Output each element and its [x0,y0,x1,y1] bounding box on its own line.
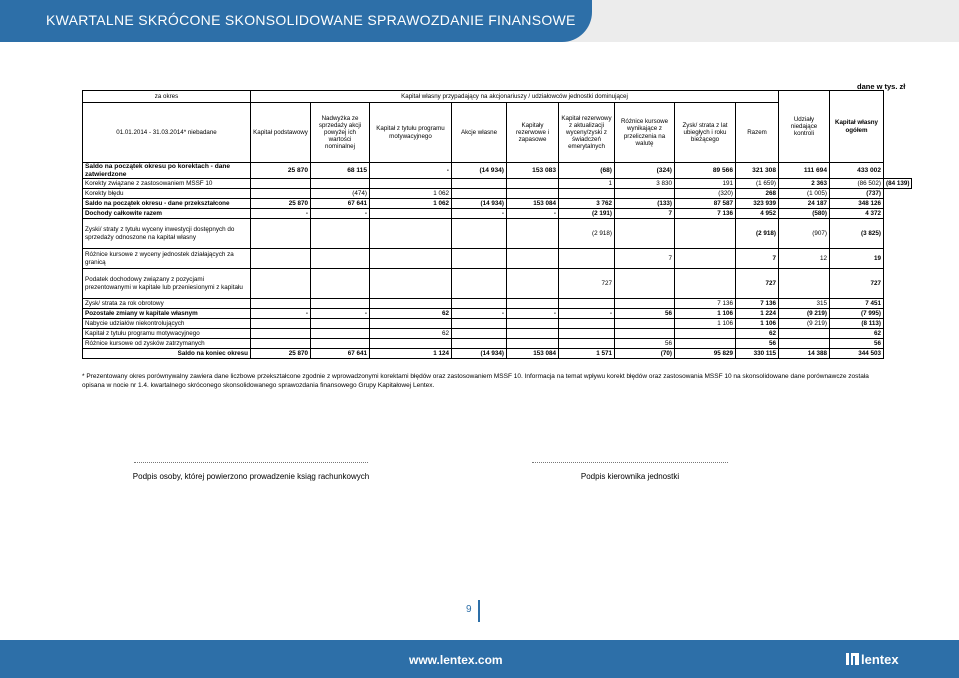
cell-value [251,299,311,309]
page-number-marker [478,600,480,622]
cell-value [559,329,615,339]
cell-value: 12 [779,249,830,269]
cell-value: 1 [559,179,615,189]
table-row [83,349,912,359]
cell-value [251,319,311,329]
table-row [83,163,912,179]
col-header: Razem [736,103,779,163]
cell-value: 1 062 [370,189,452,199]
cell-value [615,319,675,329]
cell-value: 1 106 [736,319,779,329]
cell-value [615,329,675,339]
cell-value [370,179,452,189]
cell-value [507,189,559,199]
row-label: Zysk/ strata za rok obrotowy [83,299,251,309]
cell-value: - [370,163,452,179]
cell-value: 7 [736,249,779,269]
cell-value: 62 [736,329,779,339]
cell-value: 344 503 [830,349,884,359]
cell-value [452,219,507,249]
col-header: Nadwyżka ze sprzedaży akcji powyżej ich wartości nominalnej [311,103,370,163]
cell-value [675,219,736,249]
cell-value [675,339,736,349]
cell-value: 2 363 [779,179,830,189]
row-label: Różnice kursowe od zysków zatrzymanych [83,339,251,349]
cell-value: 433 002 [830,163,884,179]
cell-value [370,319,452,329]
cell-value: 24 187 [779,199,830,209]
table-row [83,209,912,219]
col-header: Różnice kursowe wynikające z przeliczenia na walutę [615,103,675,163]
table-row [83,319,912,329]
cell-value: 1 124 [370,349,452,359]
cell-value [452,179,507,189]
row-label: Zyski/ straty z tytułu wyceny inwestycji dostępnych do sprzedaży odnoszone na kapitał własny [83,219,251,249]
cell-value: 7 451 [830,299,884,309]
cell-value: 111 694 [779,163,830,179]
cell-value [452,319,507,329]
cell-value: 25 870 [251,349,311,359]
svg-text:lentex: lentex [861,652,899,667]
row-label: Różnice kursowe z wyceny jednostek działających za granicą [83,249,251,269]
row-label: Kapitał z tytułu programu motywacyjnego [83,329,251,339]
cell-value: (7 995) [830,309,884,319]
cell-value [452,249,507,269]
za-okres-header: za okres [83,91,251,103]
title-bar [0,0,592,42]
cell-value: 3 762 [559,199,615,209]
cell-value [311,339,370,349]
cell-value: 67 641 [311,199,370,209]
cell-value [311,329,370,339]
cell-value: 3 830 [615,179,675,189]
row-label: Saldo na początek okresu po korektach - dane zatwierdzone [83,163,251,179]
equity-changes-table [82,90,912,359]
cell-value: - [507,309,559,319]
cell-value [311,319,370,329]
cell-value: (86 502) [830,179,884,189]
cell-value [251,249,311,269]
table-row [83,219,912,249]
cell-value [615,189,675,199]
cell-value: 323 939 [736,199,779,209]
cell-value [559,299,615,309]
cell-value [675,249,736,269]
cell-value [507,329,559,339]
cell-value [370,299,452,309]
table-row [83,269,912,299]
cell-value [559,189,615,199]
cell-value [615,269,675,299]
cell-value [507,269,559,299]
group-header: Kapitał własny przypadający na akcjonariuszy / udziałowców jednostki dominującej [251,91,779,103]
signature-label-accountant: Podpis osoby, której powierzono prowadzenie ksiąg rachunkowych [132,472,370,481]
cell-value: - [311,209,370,219]
footer-url-link[interactable]: www.lentex.com [409,653,503,667]
cell-value [452,269,507,299]
row-label: Podatek dochodowy związany z pozycjami prezentowanymi w kapitale lub przeniesionymi z kapitału [83,269,251,299]
col-header: Kapitały rezerwowe i zapasowe [507,103,559,163]
cell-value [615,219,675,249]
cell-value: (3 825) [830,219,884,249]
row-label: Pozostałe zmiany w kapitale własnym [83,309,251,319]
cell-value [507,249,559,269]
cell-value: (133) [615,199,675,209]
row-label: Dochody całkowite razem [83,209,251,219]
cell-value: - [507,209,559,219]
signature-line-manager [532,462,728,463]
table-row [83,339,912,349]
col-header: Udziały niedające kontroli [779,91,830,163]
cell-value: 95 829 [675,349,736,359]
cell-value: 4 372 [830,209,884,219]
table-row [83,189,912,199]
cell-value [559,249,615,269]
lentex-logo [846,651,922,667]
cell-value: 330 115 [736,349,779,359]
cell-value [507,179,559,189]
cell-value [311,249,370,269]
cell-value: - [559,309,615,319]
cell-value: 191 [675,179,736,189]
cell-value [507,299,559,309]
cell-value [452,299,507,309]
cell-value [370,209,452,219]
cell-value [251,219,311,249]
cell-value [452,329,507,339]
cell-value: (14 934) [452,199,507,209]
cell-value: 348 126 [830,199,884,209]
cell-value: 1 571 [559,349,615,359]
cell-value: 89 566 [675,163,736,179]
cell-value: (1 659) [736,179,779,189]
col-header: Kapitał z tytułu programu motywacyjnego [370,103,452,163]
cell-value: (14 934) [452,163,507,179]
cell-value [452,339,507,349]
cell-value: (9 219) [779,309,830,319]
cell-value: (2 918) [559,219,615,249]
col-header: Kapitał własny ogółem [830,91,884,163]
cell-value: (1 005) [779,189,830,199]
table-row [83,299,912,309]
cell-value: (68) [559,163,615,179]
cell-value [779,339,830,349]
cell-value [507,339,559,349]
cell-value [370,269,452,299]
cell-value [370,249,452,269]
cell-value: 153 083 [507,163,559,179]
row-label: Nabycie udziałów niekontrolujących [83,319,251,329]
cell-value: - [452,309,507,319]
table-row [83,249,912,269]
cell-value: 1 224 [736,309,779,319]
cell-value: 7 [615,249,675,269]
cell-value: 727 [736,269,779,299]
cell-value: 1 106 [675,319,736,329]
col-header: Kapitał podstawowy [251,103,311,163]
cell-value: 67 641 [311,349,370,359]
footnote: * Prezentowany okres porównywalny zawiera dane liczbowe przekształcone zgodnie z wprowadzonymi korektami błędów oraz zastosowaniem MSSF 10. Informacja na temat wpływu korekt błędów oraz zastosowania MSSF 10 na skonsolidowane dane porównawcze została opisana w nocie nr 1.4. kwartalnego skróconego skonsolidowanego sprawozdania finansowego Grupy Kapitałowej Lentex. [82,373,869,390]
cell-value: - [251,209,311,219]
row-label: Saldo na koniec okresu [83,349,251,359]
table-row [83,179,912,189]
document-title: KWARTALNE SKRÓCONE SKONSOLIDOWANE SPRAWOZDANIE FINANSOWE [46,12,576,28]
cell-value: 62 [370,309,452,319]
cell-value: (9 219) [779,319,830,329]
cell-value: - [251,309,311,319]
units-label: dane w tys. zł [857,82,906,91]
cell-value: 25 870 [251,199,311,209]
cell-value [615,299,675,309]
row-label: Korekty błędu [83,189,251,199]
cell-value [251,339,311,349]
signature-line-accountant [134,462,368,463]
cell-value: 56 [736,339,779,349]
row-label: Saldo na początek okresu - dane przekształcone [83,199,251,209]
table-row [83,309,912,319]
cell-value: (324) [615,163,675,179]
cell-value [507,319,559,329]
cell-value [675,329,736,339]
cell-value: 19 [830,249,884,269]
cell-value [559,339,615,349]
cell-value: 25 870 [251,163,311,179]
cell-value: 1 062 [370,199,452,209]
cell-value [311,219,370,249]
cell-value: 727 [830,269,884,299]
cell-value: - [311,309,370,319]
cell-value: 68 115 [311,163,370,179]
page-number: 9 [466,604,472,615]
cell-value: 153 084 [507,199,559,209]
cell-value: 7 [615,209,675,219]
table-row [83,199,912,209]
cell-value: 7 136 [675,209,736,219]
cell-value: (580) [779,209,830,219]
cell-value: (84 139) [884,179,912,189]
cell-value: 7 136 [736,299,779,309]
cell-value [675,269,736,299]
cell-value: 56 [615,339,675,349]
cell-value: - [452,209,507,219]
cell-value: 268 [736,189,779,199]
cell-value: 153 084 [507,349,559,359]
col-header: Zysk/ strata z lat ubiegłych i roku bieżącego [675,103,736,163]
cell-value: 727 [559,269,615,299]
cell-value [251,179,311,189]
cell-value: 7 136 [675,299,736,309]
cell-value: 315 [779,299,830,309]
cell-value [507,219,559,249]
cell-value: 56 [615,309,675,319]
cell-value: 62 [830,329,884,339]
table-row [83,329,912,339]
col-header: Akcje własne [452,103,507,163]
cell-value: (320) [675,189,736,199]
cell-value [251,329,311,339]
cell-value: 321 308 [736,163,779,179]
cell-value: 62 [370,329,452,339]
cell-value [251,189,311,199]
cell-value: 56 [830,339,884,349]
period-header: 01.01.2014 - 31.03.2014* niebadane [83,103,251,163]
cell-value [370,219,452,249]
row-label: Korekty związane z zastosowaniem MSSF 10 [83,179,251,189]
cell-value [452,189,507,199]
cell-value [311,299,370,309]
cell-value [779,329,830,339]
cell-value [370,339,452,349]
cell-value: (474) [311,189,370,199]
cell-value [311,269,370,299]
signature-label-manager: Podpis kierownika jednostki [580,472,680,481]
col-header: Kapitał rezerwowy z aktualizacji wyceny/zyski z świadczeń emerytalnych [559,103,615,163]
cell-value: 1 106 [675,309,736,319]
cell-value: (907) [779,219,830,249]
cell-value: (70) [615,349,675,359]
cell-value: 87 587 [675,199,736,209]
cell-value: (2 191) [559,209,615,219]
cell-value [311,179,370,189]
cell-value: (2 918) [736,219,779,249]
cell-value: (8 113) [830,319,884,329]
cell-value [779,269,830,299]
cell-value: (14 934) [452,349,507,359]
cell-value: 14 388 [779,349,830,359]
cell-value [559,319,615,329]
cell-value: 4 952 [736,209,779,219]
cell-value: (737) [830,189,884,199]
cell-value [251,269,311,299]
